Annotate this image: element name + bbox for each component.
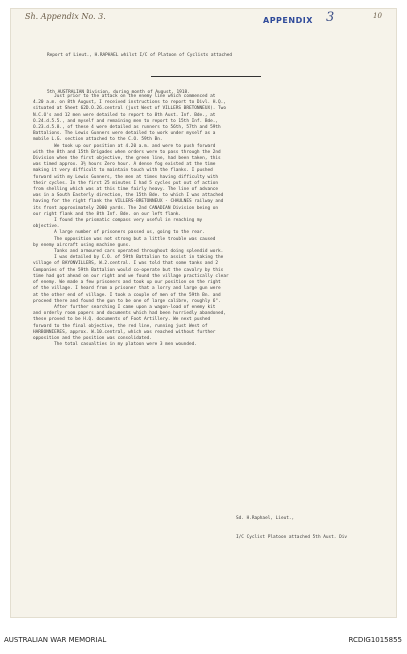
body-line: time had got ahead on our right and we found the village practically clear <box>33 273 229 279</box>
header-line: Report of Lieut., H.RAPHAEL whilst I/C of Platoon of Cyclists attached <box>47 53 233 59</box>
body-line: its front approximately 2000 yards. The 2nd CANADIAN Division being on <box>33 205 219 211</box>
body-line: of the village. I heard from a prisoner that a lorry and large gun were <box>33 286 221 292</box>
signature-line: I/C Cyclist Platoon attached 5th Aust. Div <box>236 535 348 541</box>
body-line: I found the prismatic compass very useful in reaching my <box>33 218 203 224</box>
body-line: situated at Sheet 62D.O.26.central (just West of VILLERS BRETONNEUX). Two <box>33 106 226 112</box>
body-line: After further searching I came upon a wagon-load of enemy kit <box>33 304 216 310</box>
body-line: Battalions. The Lewis Gunners were detailed to work under myself as a <box>33 131 216 137</box>
body-line: proceed there and found the gun to be one of large calibre, roughly 6". <box>33 298 221 304</box>
body-line: having for the right flank the VILLERS-BRETONNEUX - CHAULNES railway and <box>33 199 224 205</box>
body-line: Tanks and armoured cars operated throughout doing splendid work. <box>33 249 224 255</box>
body-line: 4.20 a.m. on 8th August, I received instructions to report to Divl. H.Q., <box>33 100 226 106</box>
appendix-number: 3 <box>326 10 335 25</box>
body-line: village of BAYONVILLERS, W.2.central. I was told that some tanks and 2 <box>33 261 219 267</box>
body-line: The opposition was not strong but a little trouble was caused <box>33 236 216 242</box>
body-line: opposition and the position was consolidated. <box>33 335 152 341</box>
handwritten-appendix-note: Sh. Appendix No. 3. <box>25 12 106 21</box>
footer-record-id: RCDIG1015855 <box>348 636 402 644</box>
body-line: We took up our position at 4.20 a.m. and were to push forward <box>33 143 216 149</box>
body-line: with the 8th and 15th Brigades when orders were to pass through the 2nd <box>33 149 221 155</box>
report-body <box>33 94 229 348</box>
body-line: A large number of prisoners passed us, going to the rear. <box>33 230 205 236</box>
body-line: at the other end of village. I took a couple of men of the 59th Bn. and <box>33 292 221 298</box>
body-line: from shelling which was at this time fairly heavy. The line of advance <box>33 187 219 193</box>
body-line: N.C.O's and 12 men were detailed to report to 8th Aust. Inf. Bde., at <box>33 112 216 118</box>
body-line: and orderly room papers and documents which had been hurriedly abandoned, <box>33 311 226 317</box>
body-line: was timed approx. 3½ hours Zero hour. A dense fog existed at the time <box>33 162 216 168</box>
body-line: objective. <box>33 224 60 230</box>
signature-line: Sd. H.Raphael, Lieut., <box>236 516 295 522</box>
body-line: The total casualties in my platoon were 3 men wounded. <box>33 342 197 348</box>
body-line: of enemy. We made a few prisoners and took up our position on the right <box>33 280 221 286</box>
body-line: mobile L.G. section attached to the C.O. 59th Bn. <box>33 137 163 143</box>
footer-archive-name: AUSTRALIAN WAR MEMORIAL <box>4 636 107 644</box>
body-line: making it very difficult to maintain touch with the flanks. I pushed <box>33 168 213 174</box>
body-line: forward with my Lewis Gunners, the men at times having difficulty with <box>33 174 219 180</box>
body-line: O.24.d.5.5., and myself and remaining men to report to 15th Inf. Bde., <box>33 118 219 124</box>
body-line: HARBONNIERES, approx. W.10.central, which was reached without further <box>33 329 216 335</box>
body-line: Division when the first objective, the green line, had been taken, this <box>33 156 221 162</box>
page-number: 10 <box>373 12 382 20</box>
body-line: their cycles. In the first 25 minutes I had 5 cycles put out of action <box>33 180 219 186</box>
document-page <box>10 8 397 618</box>
body-line: O.23.d.5.8., of these 4 were detailed as runners to 56th, 57th and 59th <box>33 125 221 131</box>
body-line: Companies of the 59th Battalion would co-operate but the cavalry by this <box>33 267 224 273</box>
body-line: was in a South Easterly direction, the 15th Bde. to which I was attached <box>33 193 224 199</box>
header-line: 5th AUSTRALIAN Division, during month of August, 1918. <box>47 90 190 96</box>
body-line: these proved to be H.Q. documents of Foot Artillery. We next pushed <box>33 317 211 323</box>
appendix-stamp: APPENDIX <box>263 16 313 25</box>
signature-block <box>236 504 347 554</box>
header-divider <box>151 76 261 77</box>
body-line: I was detailed by C.O. of 59th Battalion to assist in taking the <box>33 255 224 261</box>
body-line: forward to the final objective, the red line, running just West of <box>33 323 208 329</box>
body-line: our right flank and the 8th Inf. Bde. on our left flank. <box>33 211 182 217</box>
body-line: Just prior to the attack on the enemy line which commenced at <box>33 94 216 99</box>
body-line: by enemy aircraft using machine guns. <box>33 242 131 248</box>
